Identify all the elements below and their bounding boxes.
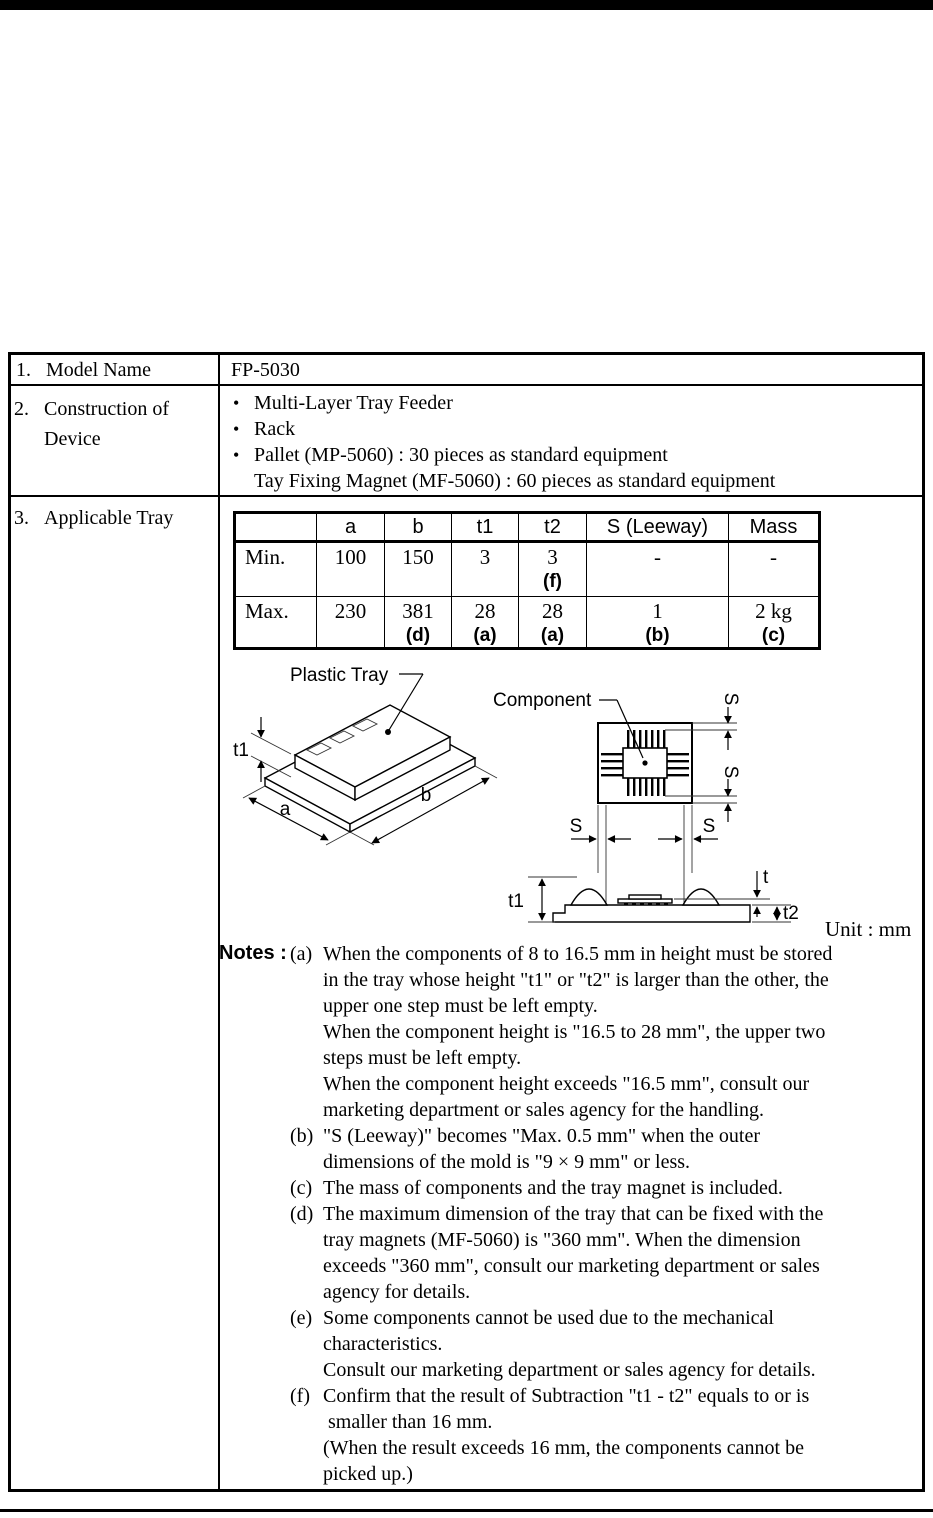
note-line: When the component height is "16.5 to 28 mm", the upper two bbox=[323, 1021, 826, 1043]
spec-cell: - bbox=[729, 542, 820, 597]
spec-cell: 2 kg (c) bbox=[729, 597, 820, 649]
t2-label: t2 bbox=[783, 903, 799, 924]
spec-cell: 3 bbox=[452, 542, 519, 597]
note-marker: (c) bbox=[290, 1177, 313, 1199]
note-b bbox=[290, 1123, 926, 1175]
spec-header-row bbox=[235, 513, 820, 542]
table-column-divider bbox=[218, 352, 220, 1492]
spec-cell: 150 bbox=[385, 542, 452, 597]
spec-header-mass: Mass bbox=[729, 513, 820, 542]
note-marker: (a) bbox=[290, 943, 313, 965]
row2-label-line1: Construction of bbox=[44, 398, 169, 420]
note-marker: (d) bbox=[290, 1203, 314, 1225]
bullet-spacer bbox=[233, 468, 254, 494]
note-line: When the components of 8 to 16.5 mm in height must be stored bbox=[323, 943, 833, 965]
list-item-text: Tay Fixing Magnet (MF-5060) : 60 pieces as standard equipment bbox=[254, 470, 776, 492]
row-divider-2 bbox=[8, 495, 925, 497]
note-a bbox=[290, 941, 926, 1123]
spec-cell: 100 bbox=[317, 542, 385, 597]
note-line: "S (Leeway)" becomes "Max. 0.5 mm" when the outer bbox=[323, 1125, 760, 1147]
a-label: a bbox=[279, 799, 291, 820]
note-line: characteristics. bbox=[323, 1333, 443, 1355]
note-e bbox=[290, 1305, 926, 1383]
s-bottom-right-label: S bbox=[702, 816, 716, 837]
note-line: agency for details. bbox=[323, 1281, 471, 1303]
note-line: smaller than 16 mm. bbox=[323, 1411, 493, 1433]
list-item-continuation bbox=[233, 468, 913, 494]
note-line: Consult our marketing department or sales agency for details. bbox=[323, 1359, 816, 1381]
bullet-icon: • bbox=[233, 393, 240, 413]
list-item-text: Pallet (MP-5060) : 30 pieces as standard equipment bbox=[254, 444, 668, 466]
note-line: dimensions of the mold is "9 × 9 mm" or less. bbox=[323, 1151, 691, 1173]
spec-cell: - bbox=[587, 542, 729, 597]
notes-list bbox=[290, 941, 926, 1487]
note-c bbox=[290, 1175, 926, 1201]
list-item bbox=[233, 390, 913, 416]
spec-header-a: a bbox=[317, 513, 385, 542]
note-line: Some components cannot be used due to the mechanical bbox=[323, 1307, 774, 1329]
t1-iso-label: t1 bbox=[233, 740, 249, 761]
spec-row-max bbox=[235, 597, 820, 649]
list-item bbox=[233, 416, 913, 442]
note-line: The maximum dimension of the tray that can be fixed with the bbox=[323, 1203, 824, 1225]
spec-cell: 230 bbox=[317, 597, 385, 649]
note-line: Confirm that the result of Subtraction "t1 - t2" equals to or is bbox=[323, 1385, 810, 1407]
row3-number: 3. bbox=[14, 507, 29, 529]
notes-title: Notes : bbox=[219, 942, 287, 964]
note-line: in the tray whose height "t1" or "t2" is larger than the other, the bbox=[323, 969, 829, 991]
spec-row-label: Max. bbox=[235, 597, 317, 649]
spec-cell: 381 (d) bbox=[385, 597, 452, 649]
note-d bbox=[290, 1201, 926, 1305]
construction-list bbox=[233, 390, 913, 494]
spec-cell: 28 (a) bbox=[519, 597, 587, 649]
row-divider-1 bbox=[8, 384, 925, 386]
note-marker: (b) bbox=[290, 1125, 314, 1147]
s-bottom-left-label: S bbox=[569, 816, 583, 837]
note-line: The mass of components and the tray magnet is included. bbox=[323, 1177, 783, 1199]
note-line: upper one step must be left empty. bbox=[323, 995, 598, 1017]
s-top-label: S bbox=[720, 692, 741, 706]
row3-label: Applicable Tray bbox=[44, 507, 174, 529]
row1-value: FP-5030 bbox=[231, 359, 300, 381]
top-black-bar bbox=[0, 0, 933, 10]
note-line: steps must be left empty. bbox=[323, 1047, 522, 1069]
note-line: marketing department or sales agency for the handling. bbox=[323, 1099, 764, 1121]
plastic-tray-isometric bbox=[233, 665, 497, 845]
note-line: exceeds "360 mm", consult our marketing department or sales bbox=[323, 1255, 820, 1277]
tray-spec-table bbox=[233, 511, 821, 650]
row1-label: Model Name bbox=[46, 359, 151, 381]
spec-header-b: b bbox=[385, 513, 452, 542]
spec-header-blank bbox=[235, 513, 317, 542]
spec-header-t2: t2 bbox=[519, 513, 587, 542]
component-label: Component bbox=[493, 690, 592, 711]
t-label: t bbox=[763, 867, 769, 888]
spec-header-leeway: S (Leeway) bbox=[587, 513, 729, 542]
spec-cell: 1 (b) bbox=[587, 597, 729, 649]
bullet-icon: • bbox=[233, 445, 240, 465]
note-line: (When the result exceeds 16 mm, the components cannot be bbox=[323, 1437, 804, 1459]
spec-cell: 28 (a) bbox=[452, 597, 519, 649]
spec-header-t1: t1 bbox=[452, 513, 519, 542]
bullet-icon: • bbox=[233, 419, 240, 439]
list-item bbox=[233, 442, 913, 468]
row2-number: 2. bbox=[14, 398, 29, 420]
note-line: tray magnets (MF-5060) is "360 mm". When the dimension bbox=[323, 1229, 801, 1251]
tray-diagram bbox=[225, 655, 925, 940]
b-label: b bbox=[420, 785, 432, 806]
list-item-text: Multi-Layer Tray Feeder bbox=[254, 392, 453, 414]
s-mid-label: S bbox=[720, 765, 741, 779]
spec-row-label: Min. bbox=[235, 542, 317, 597]
footer-rule bbox=[0, 1509, 933, 1512]
note-marker: (e) bbox=[290, 1307, 313, 1329]
note-f bbox=[290, 1383, 926, 1487]
unit-label: Unit : mm bbox=[825, 917, 912, 940]
row1-number: 1. bbox=[16, 359, 31, 381]
component-top-view bbox=[493, 690, 741, 903]
spec-row-min bbox=[235, 542, 820, 597]
note-marker: (f) bbox=[290, 1385, 310, 1407]
plastic-tray-label: Plastic Tray bbox=[290, 665, 389, 686]
note-line: picked up.) bbox=[323, 1463, 413, 1485]
tray-cross-section bbox=[508, 867, 911, 940]
list-item-text: Rack bbox=[254, 418, 296, 440]
t1-cs-label: t1 bbox=[508, 891, 524, 912]
spec-cell: 3 (f) bbox=[519, 542, 587, 597]
note-line: When the component height exceeds "16.5 mm", consult our bbox=[323, 1073, 810, 1095]
row2-label-line2: Device bbox=[44, 428, 101, 450]
